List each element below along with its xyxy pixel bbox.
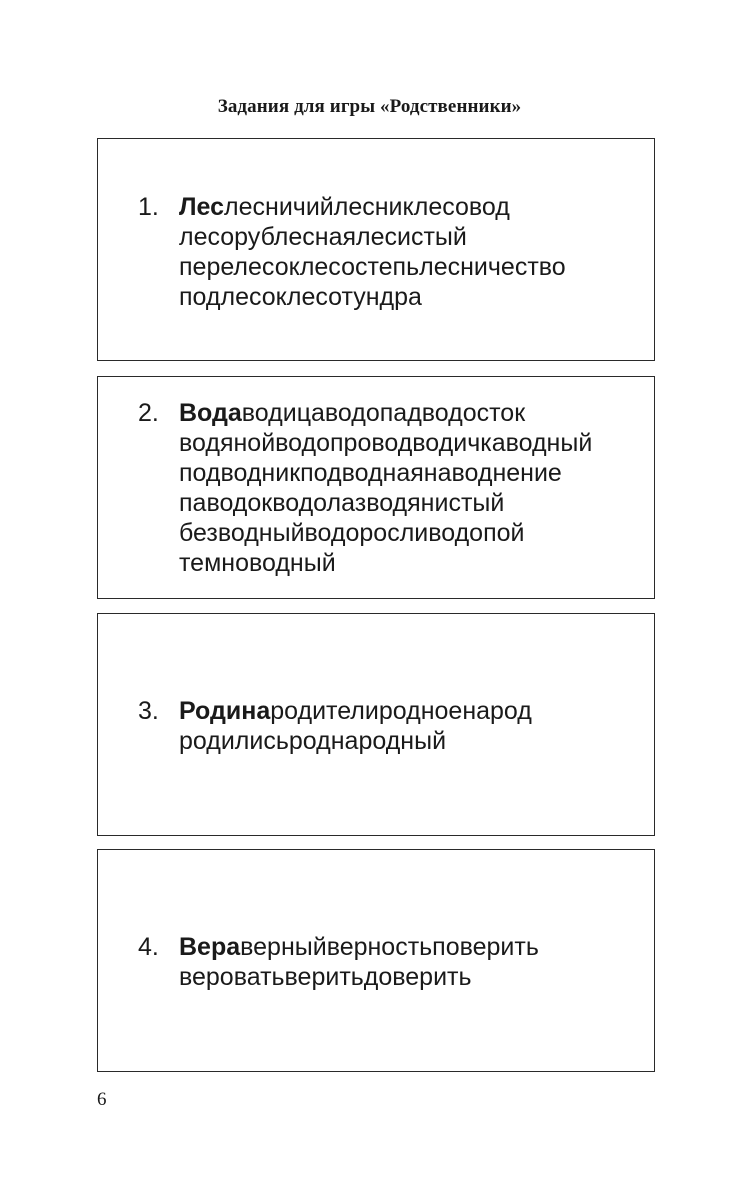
word-list <box>179 696 636 756</box>
page-title: Задания для игры «Родственники» <box>217 96 522 117</box>
related-words: водицаводопадводосток <box>241 399 526 427</box>
word-list <box>179 932 636 992</box>
word-line: водянойводопроводводичкаводный <box>179 429 593 457</box>
word-line: безводныйводоросливодопой <box>179 519 525 547</box>
task-number: 4. <box>138 933 159 961</box>
word-line: подводникподводнаянаводнение <box>179 459 562 487</box>
page-number: 6 <box>97 1089 107 1110</box>
word-line: родилисьроднародный <box>179 727 447 755</box>
word-line: лесорублеснаялесистый <box>179 223 467 251</box>
task-number: 2. <box>138 399 159 427</box>
task-entry <box>138 932 636 992</box>
task-entry <box>138 696 636 756</box>
task-card-4 <box>97 849 655 1072</box>
word-list <box>179 398 636 578</box>
task-card-1 <box>97 138 655 361</box>
related-words: родителиродноенарод <box>270 697 532 725</box>
word-line <box>179 932 636 962</box>
word-line: подлесоклесотундра <box>179 283 422 311</box>
task-number: 1. <box>138 193 159 221</box>
related-words: верныйверностьповерить <box>240 933 539 961</box>
task-entry <box>138 398 636 578</box>
root-word: Лес <box>179 193 225 221</box>
root-word: Родина <box>179 697 271 725</box>
root-word: Вера <box>179 933 241 961</box>
root-word: Вода <box>179 399 242 427</box>
word-line: вероватьверитьдоверить <box>179 963 472 991</box>
word-line <box>179 696 636 726</box>
task-number: 3. <box>138 697 159 725</box>
word-line: перелесоклесостепьлесничество <box>179 253 566 281</box>
word-line: темноводный <box>179 549 336 577</box>
task-entry <box>138 192 636 312</box>
task-card-3 <box>97 613 655 836</box>
related-words: лесничийлесниклесовод <box>224 193 510 221</box>
word-line: паводокводолазводянистый <box>179 489 505 517</box>
task-card-2 <box>97 376 655 599</box>
word-list <box>179 192 636 312</box>
word-line <box>179 398 636 428</box>
word-line <box>179 192 636 222</box>
